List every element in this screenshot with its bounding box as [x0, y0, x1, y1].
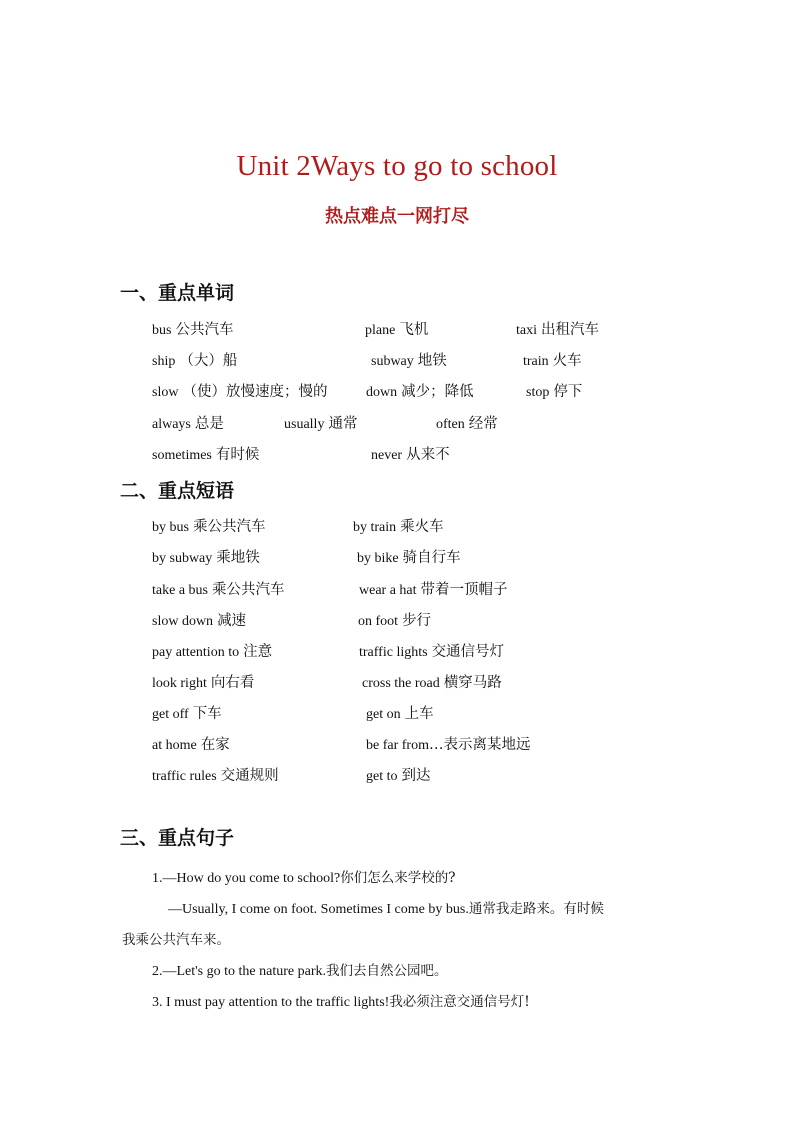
- phrase-item: take a bus 乘公共汽车: [152, 582, 285, 598]
- word-item: ship （大）船: [152, 353, 238, 369]
- phrase-item: by bike 骑自行车: [357, 550, 461, 566]
- sentence-line: 2.—Let's go to the nature park.我们去自然公园吧。: [152, 963, 448, 979]
- page-title: Unit 2Ways to go to school: [236, 150, 558, 182]
- phrase-item: wear a hat 带着一顶帽子: [359, 582, 508, 598]
- word-item: stop 停下: [526, 384, 583, 400]
- phrase-item: look right 向右看: [152, 675, 255, 691]
- phrase-item: get to 到达: [366, 768, 431, 784]
- word-item: slow （使）放慢速度；慢的: [152, 384, 328, 400]
- word-item: subway 地铁: [371, 353, 447, 369]
- phrase-item: pay attention to 注意: [152, 644, 273, 660]
- phrase-item: get on 上车: [366, 706, 434, 722]
- word-item: bus 公共汽车: [152, 322, 234, 338]
- sentence-line: 1.—How do you come to school?你们怎么来学校的?: [152, 870, 456, 886]
- phrase-item: traffic rules 交通规则: [152, 768, 279, 784]
- sentence-line: 3. I must pay attention to the traffic lights!我必须注意交通信号灯!: [152, 994, 530, 1010]
- phrases-heading: 二、重点短语: [120, 480, 235, 502]
- phrase-item: get off 下车: [152, 706, 222, 722]
- phrase-item: traffic lights 交通信号灯: [359, 644, 505, 660]
- word-item: plane 飞机: [365, 322, 429, 338]
- phrase-item: by bus 乘公共汽车: [152, 519, 266, 535]
- word-item: often 经常: [436, 416, 498, 432]
- sentences-heading: 三、重点句子: [120, 827, 235, 849]
- word-item: never 从来不: [371, 447, 450, 463]
- words-heading: 一、重点单词: [120, 282, 235, 304]
- phrase-item: be far from…表示离某地远: [366, 737, 531, 753]
- phrase-item: at home 在家: [152, 737, 230, 753]
- phrase-item: cross the road 横穿马路: [362, 675, 502, 691]
- word-item: down 减少；降低: [366, 384, 474, 400]
- word-item: always 总是: [152, 416, 224, 432]
- phrase-item: slow down 减速: [152, 613, 247, 629]
- sentence-line: 我乘公共汽车来。: [122, 932, 230, 948]
- page-subtitle: 热点难点一网打尽: [325, 206, 469, 227]
- phrase-item: by subway 乘地铁: [152, 550, 260, 566]
- phrase-item: by train 乘火车: [353, 519, 444, 535]
- sentence-line: —Usually, I come on foot. Sometimes I come by bus.通常我走路来。有时候: [168, 901, 604, 917]
- phrase-item: on foot 步行: [358, 613, 432, 629]
- word-item: train 火车: [523, 353, 582, 369]
- word-item: sometimes 有时候: [152, 447, 260, 463]
- word-item: taxi 出租汽车: [516, 322, 599, 338]
- word-item: usually 通常: [284, 416, 358, 432]
